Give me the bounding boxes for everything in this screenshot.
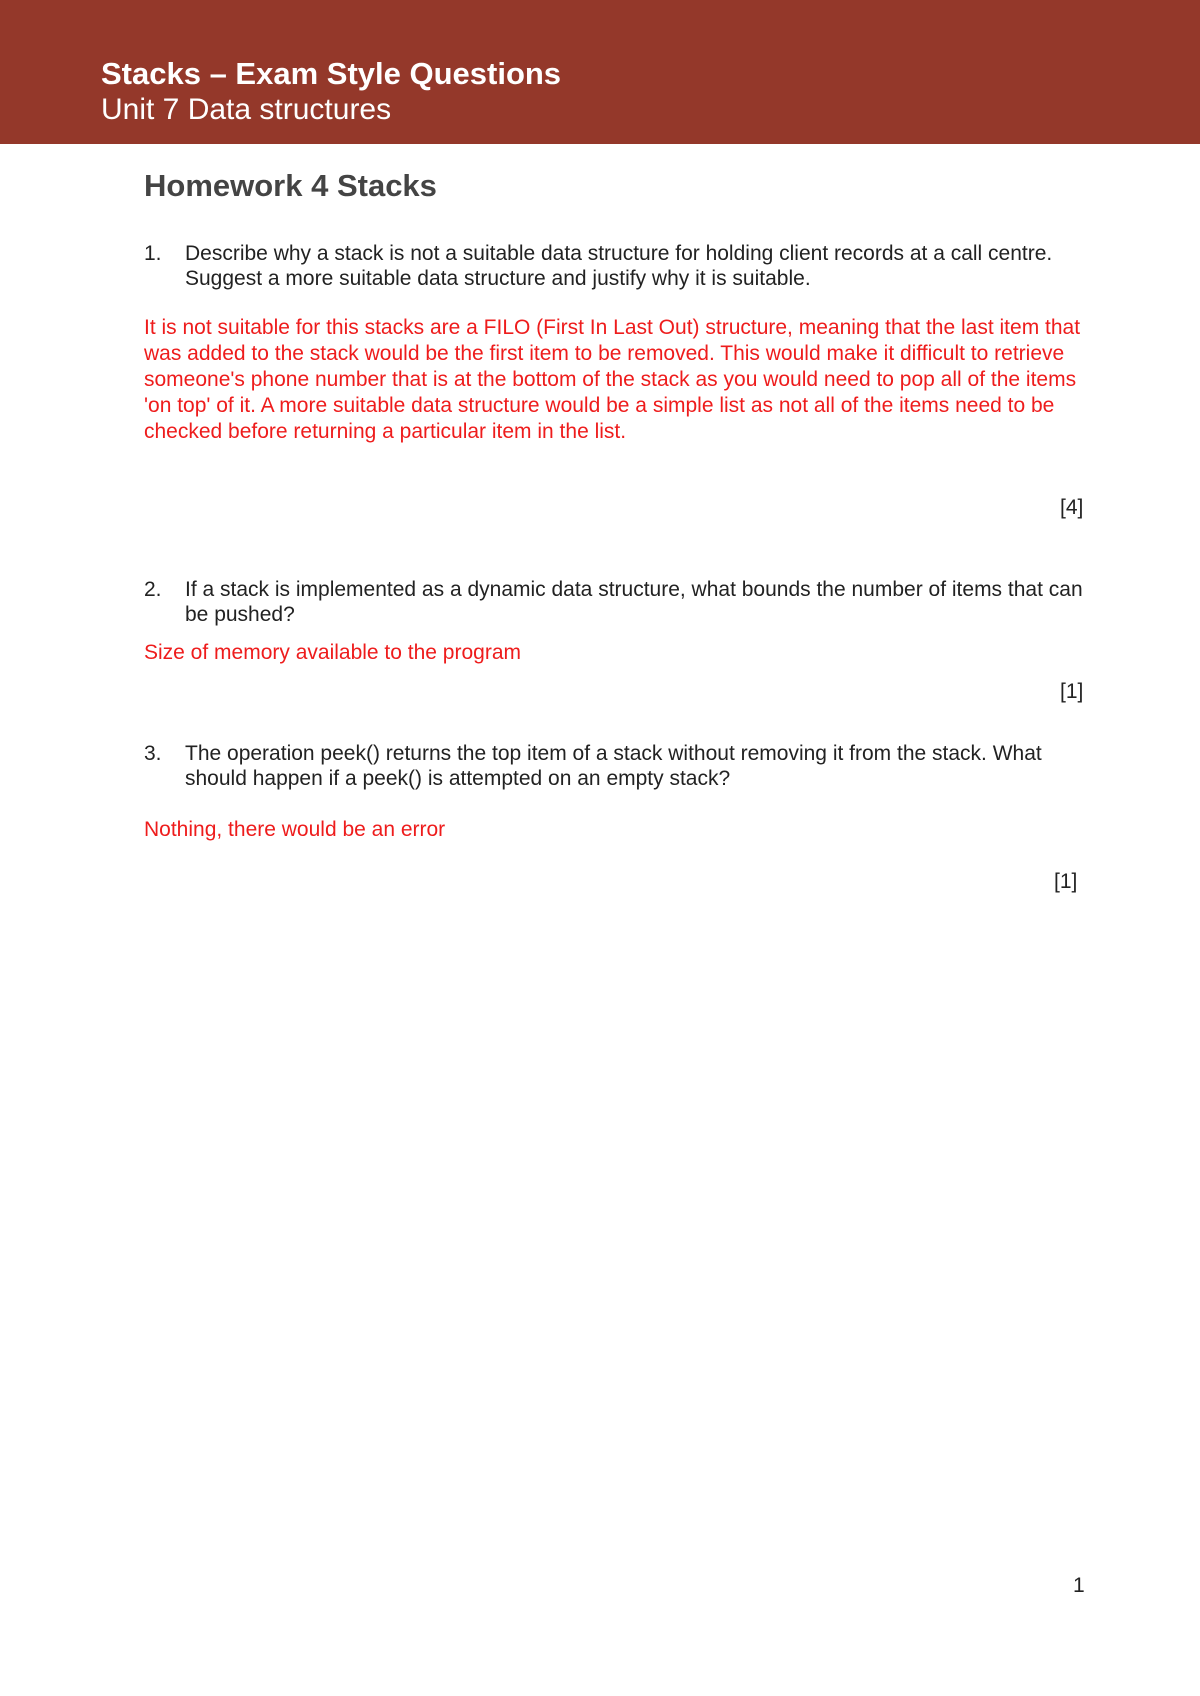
answer-1: It is not suitable for this stacks are a FILO (First In Last Out) structure, meaning that the last item that was added to the stack would be the first item to be removed. This would make it difficult to retrieve someone's phone number that is at the bottom of the stack as you would need to pop all of the items 'on top' of it. A more suitable data structure would be a simple list as not all of the items need to be checked before returning a particular item in the list. xyxy=(144,316,1081,443)
question-3 xyxy=(144,741,1086,791)
page-header-banner xyxy=(0,0,1200,144)
question-text: The operation peek() returns the top item of a stack without removing it from the stack. What should happen if a peek() is attempted on an empty stack? xyxy=(185,742,1042,790)
question-number: 3. xyxy=(144,742,162,765)
page-number: 1 xyxy=(1073,1574,1085,1597)
document-title: Stacks – Exam Style Questions xyxy=(101,56,562,91)
answer-2: Size of memory available to the program xyxy=(144,641,522,664)
question-number: 2. xyxy=(144,578,162,601)
answer-3: Nothing, there would be an error xyxy=(144,818,446,841)
question-2 xyxy=(144,577,1086,627)
document-subtitle: Unit 7 Data structures xyxy=(101,93,392,126)
marks-2: [1] xyxy=(1060,680,1084,703)
homework-title: Homework 4 Stacks xyxy=(144,168,437,203)
question-text: If a stack is implemented as a dynamic data structure, what bounds the number of items that can be pushed? xyxy=(185,578,1083,626)
marks-3: [1] xyxy=(1054,870,1078,893)
question-1 xyxy=(144,241,1086,291)
question-text: Describe why a stack is not a suitable data structure for holding client records at a call centre. Suggest a more suitable data structure and justify why it is suitable. xyxy=(185,242,1053,290)
question-number: 1. xyxy=(144,242,162,265)
marks-1: [4] xyxy=(1060,496,1084,519)
